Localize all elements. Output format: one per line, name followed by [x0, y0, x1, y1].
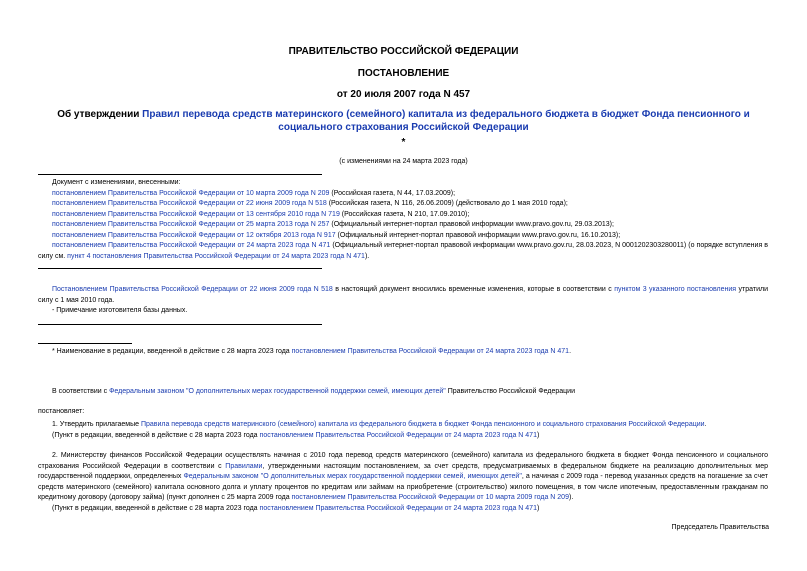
amendment-item: постановлением Правительства Российской Федерации от 22 июня 2009 года N 518 (Российская газета, N 116, 26.06.2009) (действовало до 1 мая 2010 года); — [52, 200, 568, 207]
title-footnote-mark: * — [401, 137, 406, 148]
amendment-link[interactable]: постановлением Правительства Российской Федерации от 25 марта 2013 года N 257 — [52, 221, 330, 228]
footnote-link[interactable]: постановлением Правительства Российской Федерации от 24 марта 2023 года N 471 — [291, 348, 570, 355]
title-prefix: Об утверждении — [57, 109, 143, 120]
amendment-link[interactable]: постановлением Правительства Российской Федерации от 10 марта 2009 года N 209 — [52, 189, 330, 197]
amendment-item: постановлением Правительства Российской Федерации от 10 марта 2009 года N 209 (Российская газета, N 44, 17.03.2009); — [52, 189, 456, 197]
divider-top — [38, 174, 322, 175]
amendment-item: постановлением Правительства Российской Федерации от 24 марта 2023 года N 471 (Официальный интернет-портал правовой информации www.pravo.gov.ru, 28.03.2023, N 0001202303280011) (о порядке вступления в силу см. пункт 4 постановления Правительства Российской Федерации от 24 марта 2023 года N 471). — [38, 242, 768, 260]
document-title — [40, 108, 767, 134]
amendment-link[interactable]: постановлением Правительства Российской Федерации от 22 июня 2009 года N 518 — [52, 200, 327, 207]
rules-link[interactable]: Правила перевода средств материнского (семейного) капитала из федерального бюджета в бюджет Фонда пенсионного и социального страхования Российской Федерации — [140, 421, 705, 428]
amendment-item: постановлением Правительства Российской Федерации от 25 марта 2013 года N 257 (Официальный интернет-портал правовой информации www.pravo.gov.ru, 29.03.2013); — [52, 221, 614, 228]
federal-law-link-2[interactable]: Федеральным законом "О дополнительных мерах государственной поддержки семей, имеющих детей" — [183, 473, 522, 480]
signature-title: Председатель Правительства — [671, 524, 769, 531]
editor-note-link[interactable]: Постановлением Правительства Российской Федерации от 22 июня 2009 года N 518 — [52, 286, 333, 293]
amendment-link[interactable]: постановлением Правительства Российской Федерации от 12 октября 2013 года N 917 — [52, 231, 336, 239]
editor-note-link-2[interactable]: пунктом 3 указанного постановления — [614, 286, 737, 293]
paragraph-1: 1. Утвердить прилагаемые Правила перевода средств материнского (семейного) капитала из федерального бюджета в бюджет Фонда пенсионного и социального страхования Российской Федерации. (Пункт в редакции, введенной в действие с 28 марта 2023 года постановлением Правительства Российской Федерации от 24 марта 2023 года N 471) — [38, 420, 768, 441]
p1-note-link[interactable]: постановлением Правительства Российской Федерации от 24 марта 2023 года N 471 — [259, 431, 537, 439]
p2-amendment-link[interactable]: постановлением Правительства Российской Федерации от 10 марта 2009 года N 209 — [291, 494, 569, 501]
paragraph-2: 2. Министерству финансов Российской Федерации осуществлять начиная с 2010 года перевод средств материнского (семейного) капитала из федерального бюджета в бюджет Фонда пенсионного и социального страхования Российской Федерации в соответствии с Правилами, утвержденными настоящим постановлением, за счет средств, предусматриваемых в федеральном бюджете на реализацию дополнительных мер государственной поддержки, определенных Федеральным законом "О дополнительных мерах государственной поддержки семей, имеющих детей", а начиная с 2009 года - перевод указанных средств на погашение за счет средств материнского (семейного) капитала основного долга и уплату процентов по кредитам или займам на приобретение (строительство) жилого помещения, в том числе ипотечным, предоставленным гражданам по кредитному договору (договору займа) (пункт дополнен с 25 марта 2009 года постановлением Правительства Российской Федерации от 10 марта 2009 года N 209). (Пункт в редакции, введенной в действие с 28 марта 2023 года постановлением Правительства Российской Федерации от 24 марта 2023 года N 471) — [38, 451, 768, 514]
editor-note: Постановлением Правительства Российской Федерации от 22 июня 2009 года N 518 в настоящий документ вносились временные изменения, которые в соответствии с пунктом 3 указанного постановления утратили силу с 1 мая 2010 года. - Примечание изготовителя базы данных. — [38, 285, 768, 317]
changed-note: (с изменениями на 24 марта 2023 года) — [339, 158, 468, 165]
preamble: В соответствии с Федеральным законом "О дополнительных мерах государственной поддержки семей, имеющих детей" Правительство Российской Федерации — [52, 388, 575, 395]
entry-into-force-link[interactable]: пункт 4 постановления Правительства Российской Федерации от 24 марта 2023 года N 471 — [67, 252, 365, 260]
paragraph-1-note: (Пункт в редакции, введенной в действие с 28 марта 2023 года постановлением Правительства Российской Федерации от 24 марта 2023 года N 471) — [52, 431, 540, 439]
amendment-link[interactable]: постановлением Правительства Российской Федерации от 24 марта 2023 года N 471 — [52, 242, 331, 249]
federal-law-link[interactable]: Федеральным законом "О дополнительных мерах государственной поддержки семей, имеющих детей" — [109, 388, 446, 395]
footnote-divider — [38, 343, 132, 344]
amendment-item: постановлением Правительства Российской Федерации от 12 октября 2013 года N 917 (Официальный интернет-портал правовой информации www.pravo.gov.ru, 16.10.2013); — [52, 231, 621, 239]
footnote: * Наименование в редакции, введенной в действие с 28 марта 2023 года постановлением Правительства Российской Федерации от 24 марта 2023 года N 471. — [52, 348, 572, 355]
doc-type-heading: ПОСТАНОВЛЕНИЕ — [357, 68, 450, 79]
editor-note-sign: - Примечание изготовителя базы данных. — [52, 307, 188, 314]
amendment-link[interactable]: постановлением Правительства Российской Федерации от 13 сентября 2010 года N 719 — [52, 210, 340, 218]
amendment-item: постановлением Правительства Российской Федерации от 13 сентября 2010 года N 719 (Российская газета, N 210, 17.09.2010); — [52, 210, 470, 218]
divider-bottom — [38, 324, 322, 325]
divider-mid — [38, 268, 322, 269]
title-rules-link[interactable]: Правил перевода средств материнского (семейного) капитала из федерального бюджета в бюджет Фонда пенсионного и социального страхования Российской Федерации — [142, 109, 750, 133]
government-heading: ПРАВИТЕЛЬСТВО РОССИЙСКОЙ ФЕДЕРАЦИИ — [288, 46, 519, 57]
amendments-block — [38, 178, 768, 262]
decree-word: постановляет: — [38, 408, 85, 415]
paragraph-2-note: (Пункт в редакции, введенной в действие с 28 марта 2023 года постановлением Правительства Российской Федерации от 24 марта 2023 года N 471) — [52, 504, 540, 512]
rules-link-2[interactable]: Правилами — [225, 462, 263, 470]
p2-note-link[interactable]: постановлением Правительства Российской Федерации от 24 марта 2023 года N 471 — [259, 504, 537, 512]
date-number-heading: от 20 июля 2007 года N 457 — [336, 89, 471, 100]
amendments-intro: Документ с изменениями, внесенными: — [52, 179, 181, 186]
